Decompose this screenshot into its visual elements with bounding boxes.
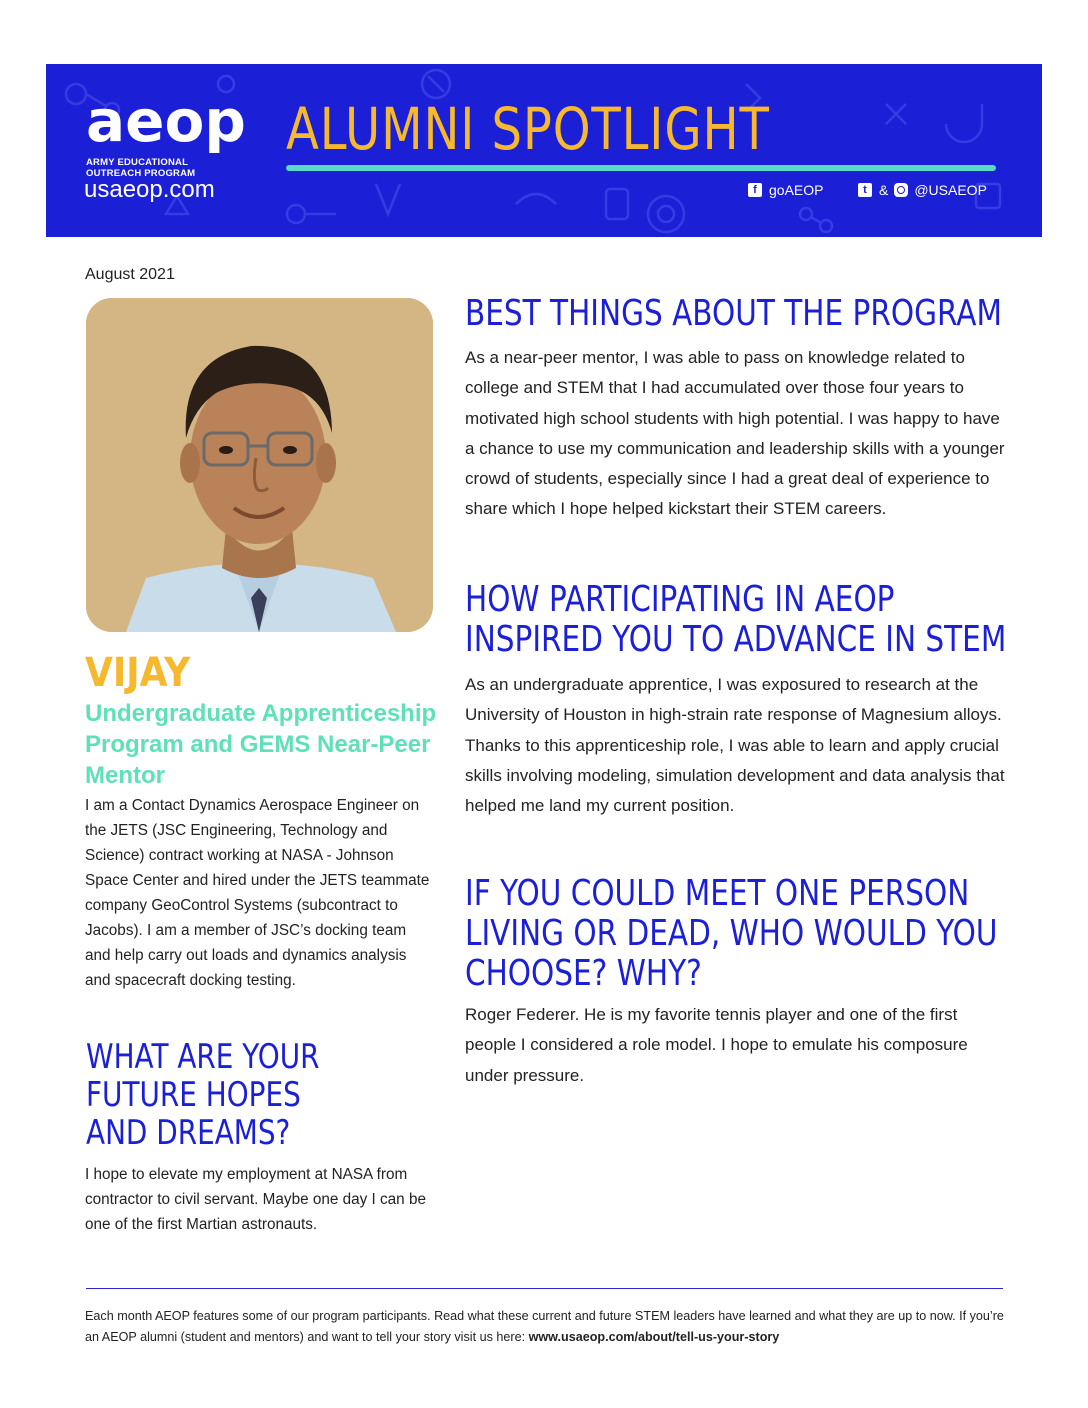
future-hopes-text: I hope to elevate my employment at NASA from contractor to civil servant. Maybe one day I can be one of the first Martian astronauts. (85, 1166, 426, 1233)
twitter-icon: t (858, 183, 872, 197)
alumni-bio: I am a Contact Dynamics Aerospace Engineer on the JETS (JSC Engineering, Technology and Science) contract working at NASA - Johnson Space Center and hired under the JETS teammate company GeoControl Systems (subcontract to Jacobs). I am a member of JSC’s docking team and help carry out loads and dynamics analysis and spacecraft docking testing. (85, 797, 430, 989)
footer-divider (86, 1288, 1003, 1289)
footer-note (85, 1306, 1015, 1348)
instagram-icon (894, 183, 908, 197)
website-url[interactable]: usaeop.com (84, 176, 215, 203)
inspired-heading-line-2: INSPIRED YOU TO ADVANCE IN STEM (465, 619, 1007, 660)
story-link[interactable]: www.usaeop.com/about/tell-us-your-story (528, 1330, 780, 1344)
alumni-program-role: Undergraduate Apprenticeship Program and GEMS Near-Peer Mentor (85, 700, 437, 789)
future-heading-line-2: FUTURE HOPES (86, 1075, 301, 1115)
future-heading-line-1: WHAT ARE YOUR (86, 1037, 320, 1077)
meet-heading-line-1: IF YOU COULD MEET ONE PERSON (465, 873, 970, 914)
best-things-heading (465, 294, 1002, 334)
facebook-handle: goAEOP (769, 182, 824, 198)
meet-one-person-text: Roger Federer. He is my favorite tennis player and one of the first people I considered a role model. I hope to emulate his composure under pressure. (465, 1005, 968, 1085)
logo-subtitle-line-1: ARMY EDUCATIONAL (86, 157, 189, 168)
facebook-icon: f (748, 183, 762, 197)
meet-heading-line-2: LIVING OR DEAD, WHO WOULD YOU (465, 913, 998, 954)
header-banner (46, 64, 1042, 237)
meet-one-person-heading (465, 874, 997, 994)
social-facebook[interactable] (748, 182, 823, 198)
profile-photo (86, 298, 433, 632)
inspired-heading-line-1: HOW PARTICIPATING IN AEOP (465, 579, 895, 620)
alumni-name: VIJAY (85, 650, 191, 696)
meet-heading-line-3: CHOOSE? WHY? (465, 953, 702, 994)
best-things-text: As a near-peer mentor, I was able to pass on knowledge related to college and STEM that I had accumulated over those four years to motivated high school students with high potential. I was happy to have a chance to use my communication and leadership skills with a younger crowd of students, especially since I had a great deal of experience to share which I hope helped kickstart their STEM careers. (465, 348, 1005, 519)
footer-text: Each month AEOP features some of our program participants. Read what these current and future STEM leaders have learned and what they are up to now. If you’re an AEOP alumni (student and mentors) and want to tell your story visit us here: (85, 1309, 1004, 1344)
inspired-heading (465, 580, 1006, 660)
best-things-heading-line-1: BEST THINGS ABOUT THE PROGRAM (465, 293, 1002, 334)
ampersand: & (879, 182, 889, 198)
portrait-illustration (86, 298, 433, 632)
future-hopes-heading (86, 1038, 319, 1152)
twitter-instagram-handle: @USAEOP (914, 182, 987, 198)
issue-date: August 2021 (85, 266, 175, 283)
future-heading-line-3: AND DREAMS? (86, 1113, 291, 1153)
page-title: ALUMNI SPOTLIGHT (286, 95, 770, 163)
title-underline (286, 165, 996, 171)
logo-subtitle-line-2: OUTREACH PROGRAM (86, 168, 196, 179)
aeop-logo: aeop (86, 87, 246, 155)
social-twitter-instagram[interactable] (858, 182, 987, 198)
inspired-text: As an undergraduate apprentice, I was exposured to research at the University of Houston in high-strain rate response of Magnesium alloys. Thanks to this apprenticeship role, I was able to learn and apply crucial skills involving modeling, simulation development and data analysis that helped me land my current position. (465, 675, 1005, 816)
